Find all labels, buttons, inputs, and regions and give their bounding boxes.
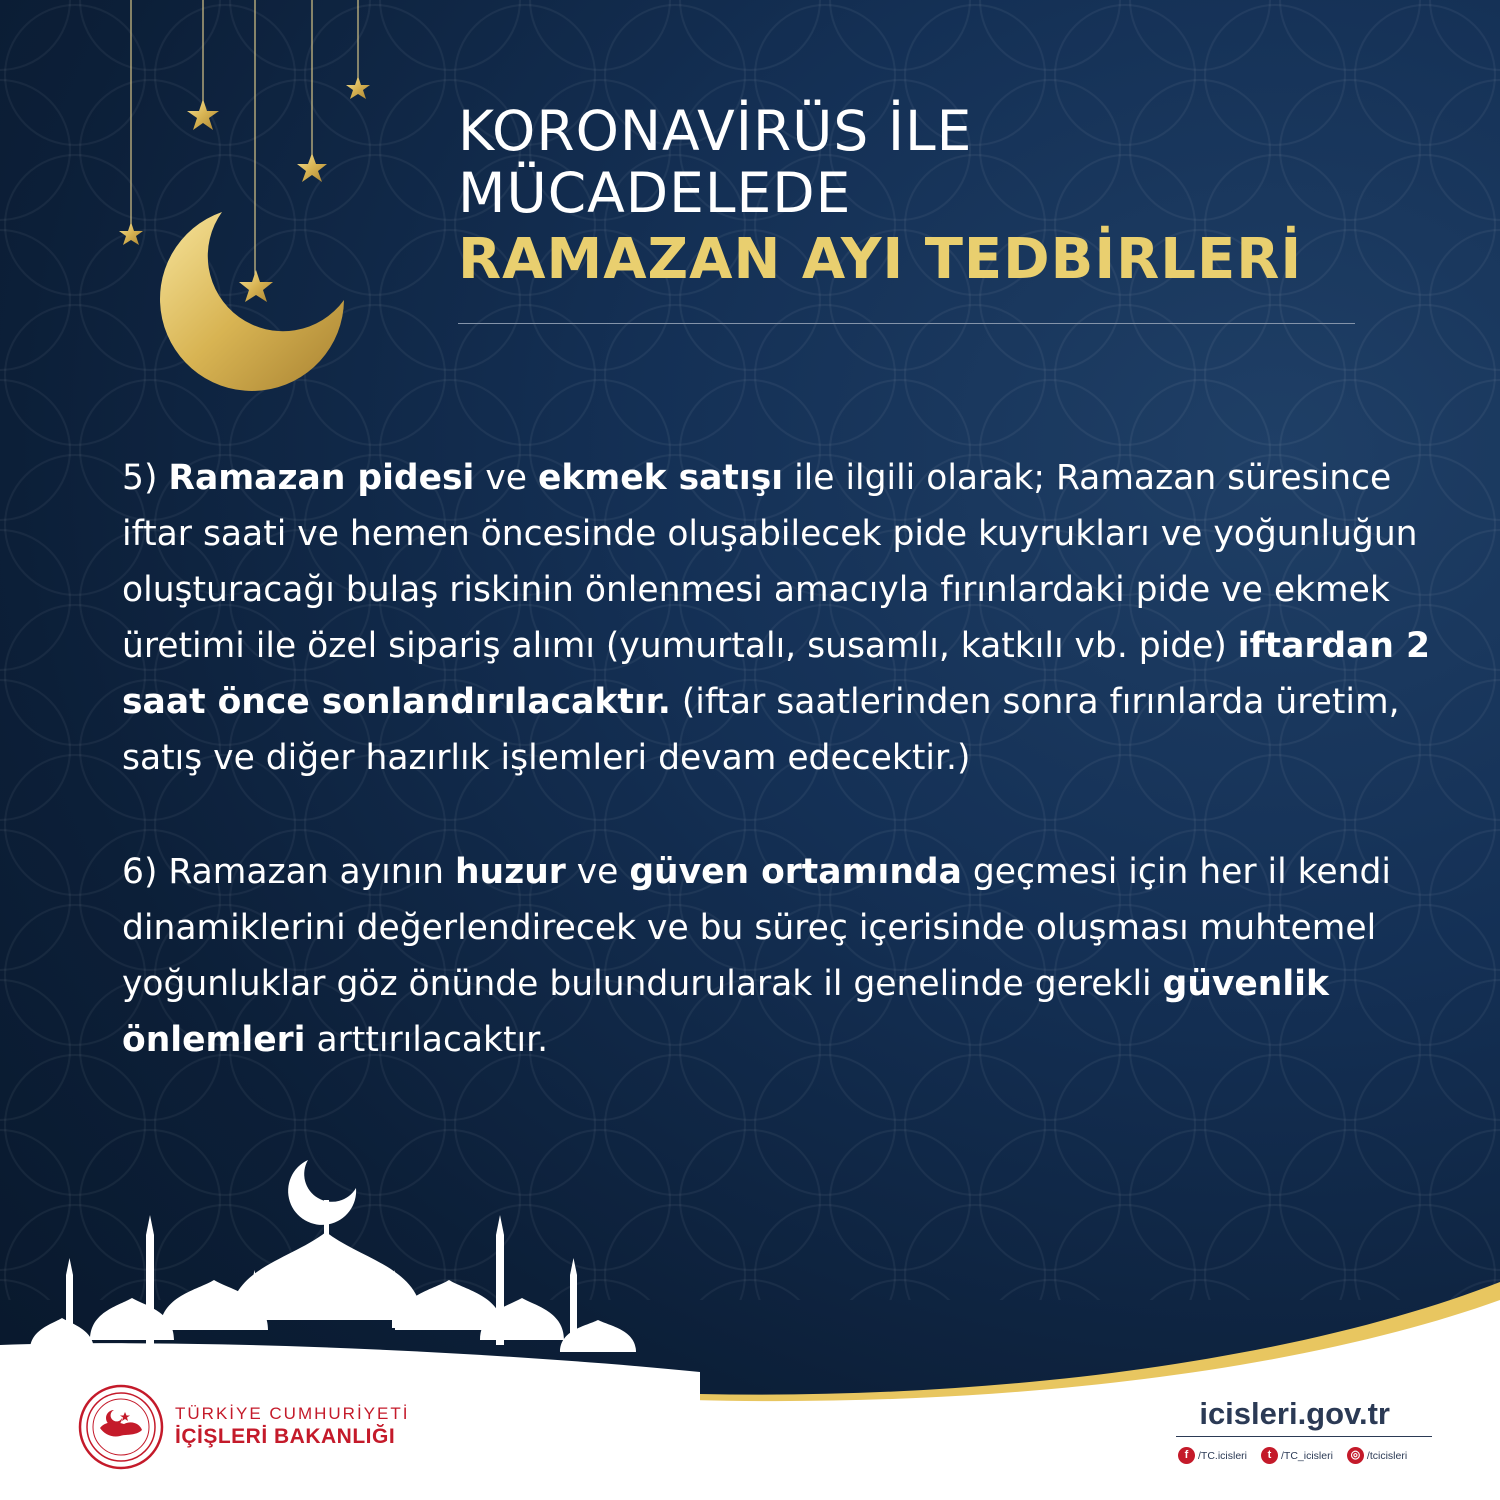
facebook-icon: f — [1178, 1447, 1195, 1464]
social-links — [1178, 1447, 1407, 1464]
body-text: (iftar saatlerinden sonra fırınlarda üretim, satış ve diğer hazırlık işlemleri devam edecektir.) — [122, 682, 1400, 778]
social-handle: /tcicisleri — [1366, 1449, 1408, 1462]
website-divider — [1176, 1436, 1432, 1437]
body-text: arttırılacaktır. — [305, 1020, 549, 1060]
measure-paragraph-5 — [122, 450, 1432, 786]
ministry-name-line-2: İÇİŞLERİ BAKANLIĞI — [175, 1425, 396, 1448]
social-link-instagram[interactable] — [1347, 1447, 1407, 1464]
ministry-seal — [78, 1384, 164, 1470]
body-text: ile ilgili olarak; Ramazan süresince iftar saati ve hemen öncesinde oluşabilecek pide kuyrukları ve yoğunluğun oluşturacağı bulaş riskinin önlenmesi amacıyla fırınlardaki pide ve ekmek üretimi ile özel sipariş alımı (yumurtalı, susamlı, katkılı vb. pide) — [122, 458, 1418, 666]
body-text: ve — [565, 852, 630, 892]
measure-paragraph-6 — [122, 844, 1432, 1068]
ministry-name — [175, 1404, 409, 1450]
crescent-stars-decoration — [0, 0, 420, 420]
body-text: 5) — [122, 458, 169, 498]
social-link-facebook[interactable] — [1178, 1447, 1247, 1464]
title-line-1: KORONAVİRÜS İLE — [458, 99, 973, 163]
body-text: 6) Ramazan ayının — [122, 852, 455, 892]
body-text: ve — [474, 458, 538, 498]
title-divider — [458, 323, 1355, 324]
social-handle: /TC_icisleri — [1281, 1449, 1333, 1462]
emphasis-text: ekmek satışı — [537, 458, 784, 498]
emphasis-text: Ramazan pidesi — [168, 458, 475, 498]
small-crescent — [288, 1160, 356, 1225]
instagram-icon: ◎ — [1347, 1447, 1364, 1464]
emphasis-text: iftardan 2 saat önce sonlandırılacaktır. — [122, 626, 1430, 722]
ministry-name-line-1: TÜRKİYE CUMHURİYETİ — [175, 1404, 410, 1423]
measures-text — [122, 450, 1432, 1126]
website-link[interactable]: icisleri.gov.tr — [1199, 1396, 1390, 1431]
title-accent: RAMAZAN AYI TEDBİRLERİ — [458, 227, 1303, 292]
title-line-2: MÜCADELEDE — [458, 161, 852, 225]
twitter-icon: t — [1261, 1447, 1278, 1464]
title-block — [458, 100, 1358, 296]
social-handle: /TC.icisleri — [1198, 1449, 1247, 1462]
social-link-twitter[interactable] — [1261, 1447, 1333, 1464]
emphasis-text: huzur — [455, 852, 566, 892]
crescent-moon — [160, 212, 344, 391]
emphasis-text: güvenlik önlemleri — [122, 964, 1329, 1060]
body-text: geçmesi için her il kendi dinamiklerini değerlendirecek ve bu süreç içerisinde oluşması muhtemel yoğunluklar göz önünde bulundurularak il genelinde gerekli — [122, 852, 1391, 1004]
emphasis-text: güven ortamında — [629, 852, 962, 892]
